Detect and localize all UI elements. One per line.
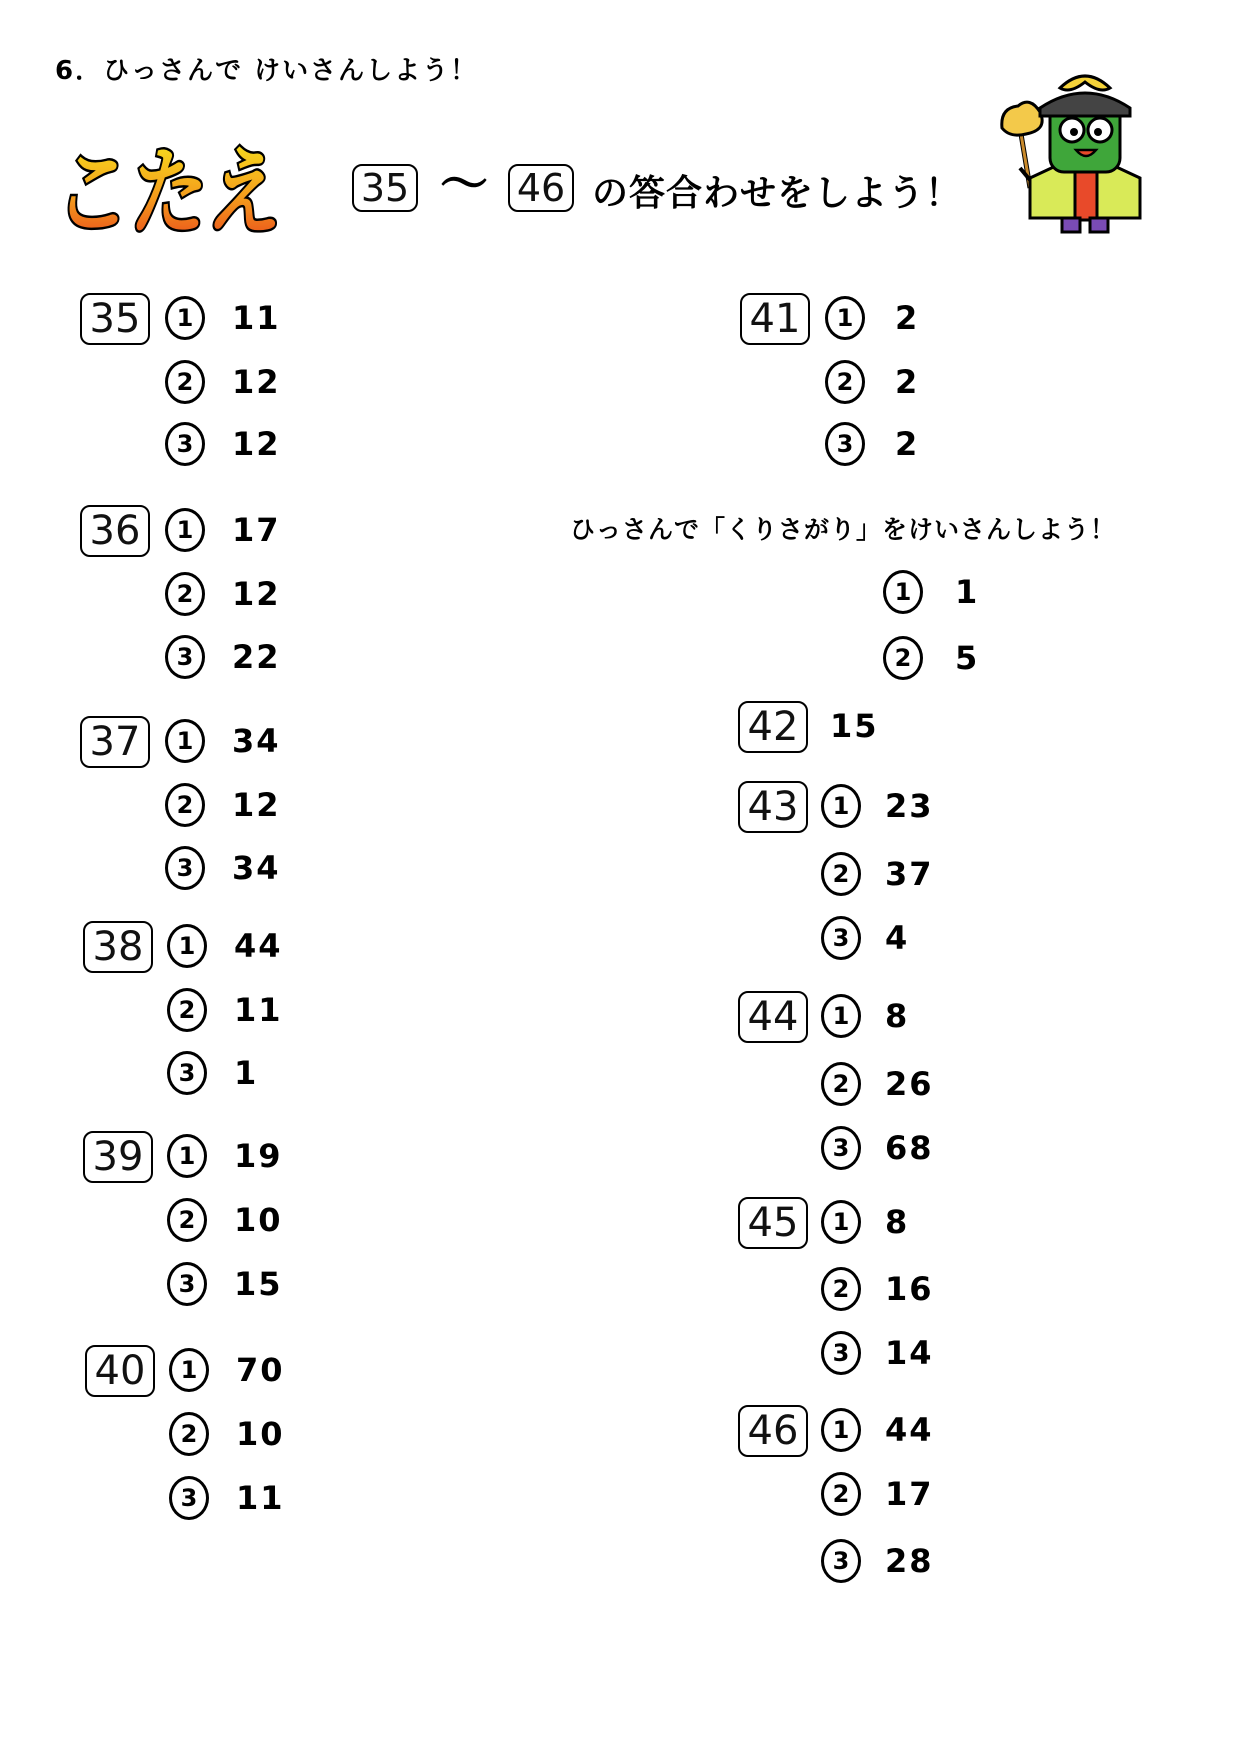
sub-question-number: 3 — [821, 916, 861, 960]
sub-question-number: 1 — [883, 570, 923, 614]
answer-value: 26 — [885, 1065, 934, 1103]
answer-value: 10 — [236, 1415, 285, 1453]
page-title: 6．ひっさんで けいさんしよう！ — [55, 56, 479, 86]
answer-value: 44 — [885, 1411, 934, 1449]
sub-question-number: 3 — [165, 422, 205, 466]
sub-question-number: 2 — [883, 636, 923, 680]
header-text: の答合わせをしよう！ — [592, 173, 963, 214]
sub-question-number: 1 — [165, 296, 205, 340]
kotae-logo — [50, 118, 350, 258]
sub-question-number: 3 — [165, 846, 205, 890]
sub-question-number: 1 — [167, 924, 207, 968]
sub-question-number: 3 — [167, 1051, 207, 1095]
sub-question-number: 1 — [825, 296, 865, 340]
answer-value: 11 — [232, 299, 281, 337]
problem-number-box: 41 — [740, 293, 810, 345]
sub-question-number: 1 — [821, 1200, 861, 1244]
problem-number-box: 40 — [85, 1345, 155, 1397]
range-tilde: 〜 — [440, 156, 489, 212]
sub-question-number: 1 — [167, 1134, 207, 1178]
mascot-illustration — [990, 68, 1165, 238]
kotae-logo-text: こたえ — [50, 137, 350, 249]
answer-value: 11 — [236, 1479, 285, 1517]
range-start-box: 35 — [352, 164, 418, 212]
answer-value: 37 — [885, 855, 934, 893]
problem-number-box: 37 — [80, 716, 150, 768]
answer-value: 23 — [885, 787, 934, 825]
answer-value: 17 — [885, 1475, 934, 1513]
sub-question-number: 2 — [165, 360, 205, 404]
answer-value: 28 — [885, 1542, 934, 1580]
sub-question-number: 2 — [169, 1412, 209, 1456]
answer-value: 11 — [234, 991, 283, 1029]
sub-question-number: 2 — [165, 783, 205, 827]
problem-number-box: 43 — [738, 781, 808, 833]
answer-value: 8 — [885, 1203, 910, 1241]
sub-question-number: 2 — [167, 1198, 207, 1242]
range-end-box: 46 — [508, 164, 574, 212]
sub-question-number: 2 — [167, 988, 207, 1032]
problem-number-box: 45 — [738, 1197, 808, 1249]
problem-number-box: 36 — [80, 505, 150, 557]
problem-number-box: 35 — [80, 293, 150, 345]
sub-question-number: 1 — [821, 994, 861, 1038]
answer-value: 1 — [955, 573, 980, 611]
sub-question-number: 2 — [821, 1267, 861, 1311]
sub-question-number: 3 — [165, 635, 205, 679]
answer-value: 12 — [232, 363, 281, 401]
sub-question-number: 1 — [169, 1348, 209, 1392]
sub-question-number: 2 — [165, 572, 205, 616]
problem-number-box: 44 — [738, 991, 808, 1043]
answer-value: 17 — [232, 511, 281, 549]
answer-value: 70 — [236, 1351, 285, 1389]
problem-number-box: 39 — [83, 1131, 153, 1183]
sub-question-number: 2 — [821, 1472, 861, 1516]
sub-question-number: 3 — [167, 1262, 207, 1306]
sub-question-number: 3 — [825, 422, 865, 466]
subtraction-note: ひっさんで「くりさがり」をけいさんしよう！ — [570, 515, 1117, 544]
answer-value: 2 — [895, 363, 920, 401]
problem-number-box: 42 — [738, 701, 808, 753]
sub-question-number: 2 — [821, 852, 861, 896]
answer-value: 2 — [895, 299, 920, 337]
answer-value: 8 — [885, 997, 910, 1035]
sub-question-number: 2 — [821, 1062, 861, 1106]
sub-question-number: 2 — [825, 360, 865, 404]
answer-value: 4 — [885, 919, 910, 957]
answer-value: 1 — [234, 1054, 259, 1092]
answer-value: 5 — [955, 639, 980, 677]
sub-question-number: 3 — [821, 1331, 861, 1375]
problem-number-box: 38 — [83, 921, 153, 973]
problem-number-box: 46 — [738, 1405, 808, 1457]
answer-value: 68 — [885, 1129, 934, 1167]
answer-value: 34 — [232, 849, 281, 887]
answer-value: 34 — [232, 722, 281, 760]
answer-value: 15 — [830, 707, 879, 745]
sub-question-number: 1 — [165, 508, 205, 552]
answer-value: 22 — [232, 638, 281, 676]
answer-value: 44 — [234, 927, 283, 965]
answer-value: 12 — [232, 786, 281, 824]
sub-question-number: 1 — [821, 784, 861, 828]
sub-question-number: 1 — [821, 1408, 861, 1452]
answer-value: 14 — [885, 1334, 934, 1372]
sub-question-number: 3 — [821, 1126, 861, 1170]
answer-value: 12 — [232, 575, 281, 613]
answer-value: 19 — [234, 1137, 283, 1175]
sub-question-number: 1 — [165, 719, 205, 763]
answer-value: 2 — [895, 425, 920, 463]
sub-question-number: 3 — [169, 1476, 209, 1520]
sub-question-number: 3 — [821, 1539, 861, 1583]
answer-value: 15 — [234, 1265, 283, 1303]
answer-value: 10 — [234, 1201, 283, 1239]
answer-value: 12 — [232, 425, 281, 463]
answer-value: 16 — [885, 1270, 934, 1308]
